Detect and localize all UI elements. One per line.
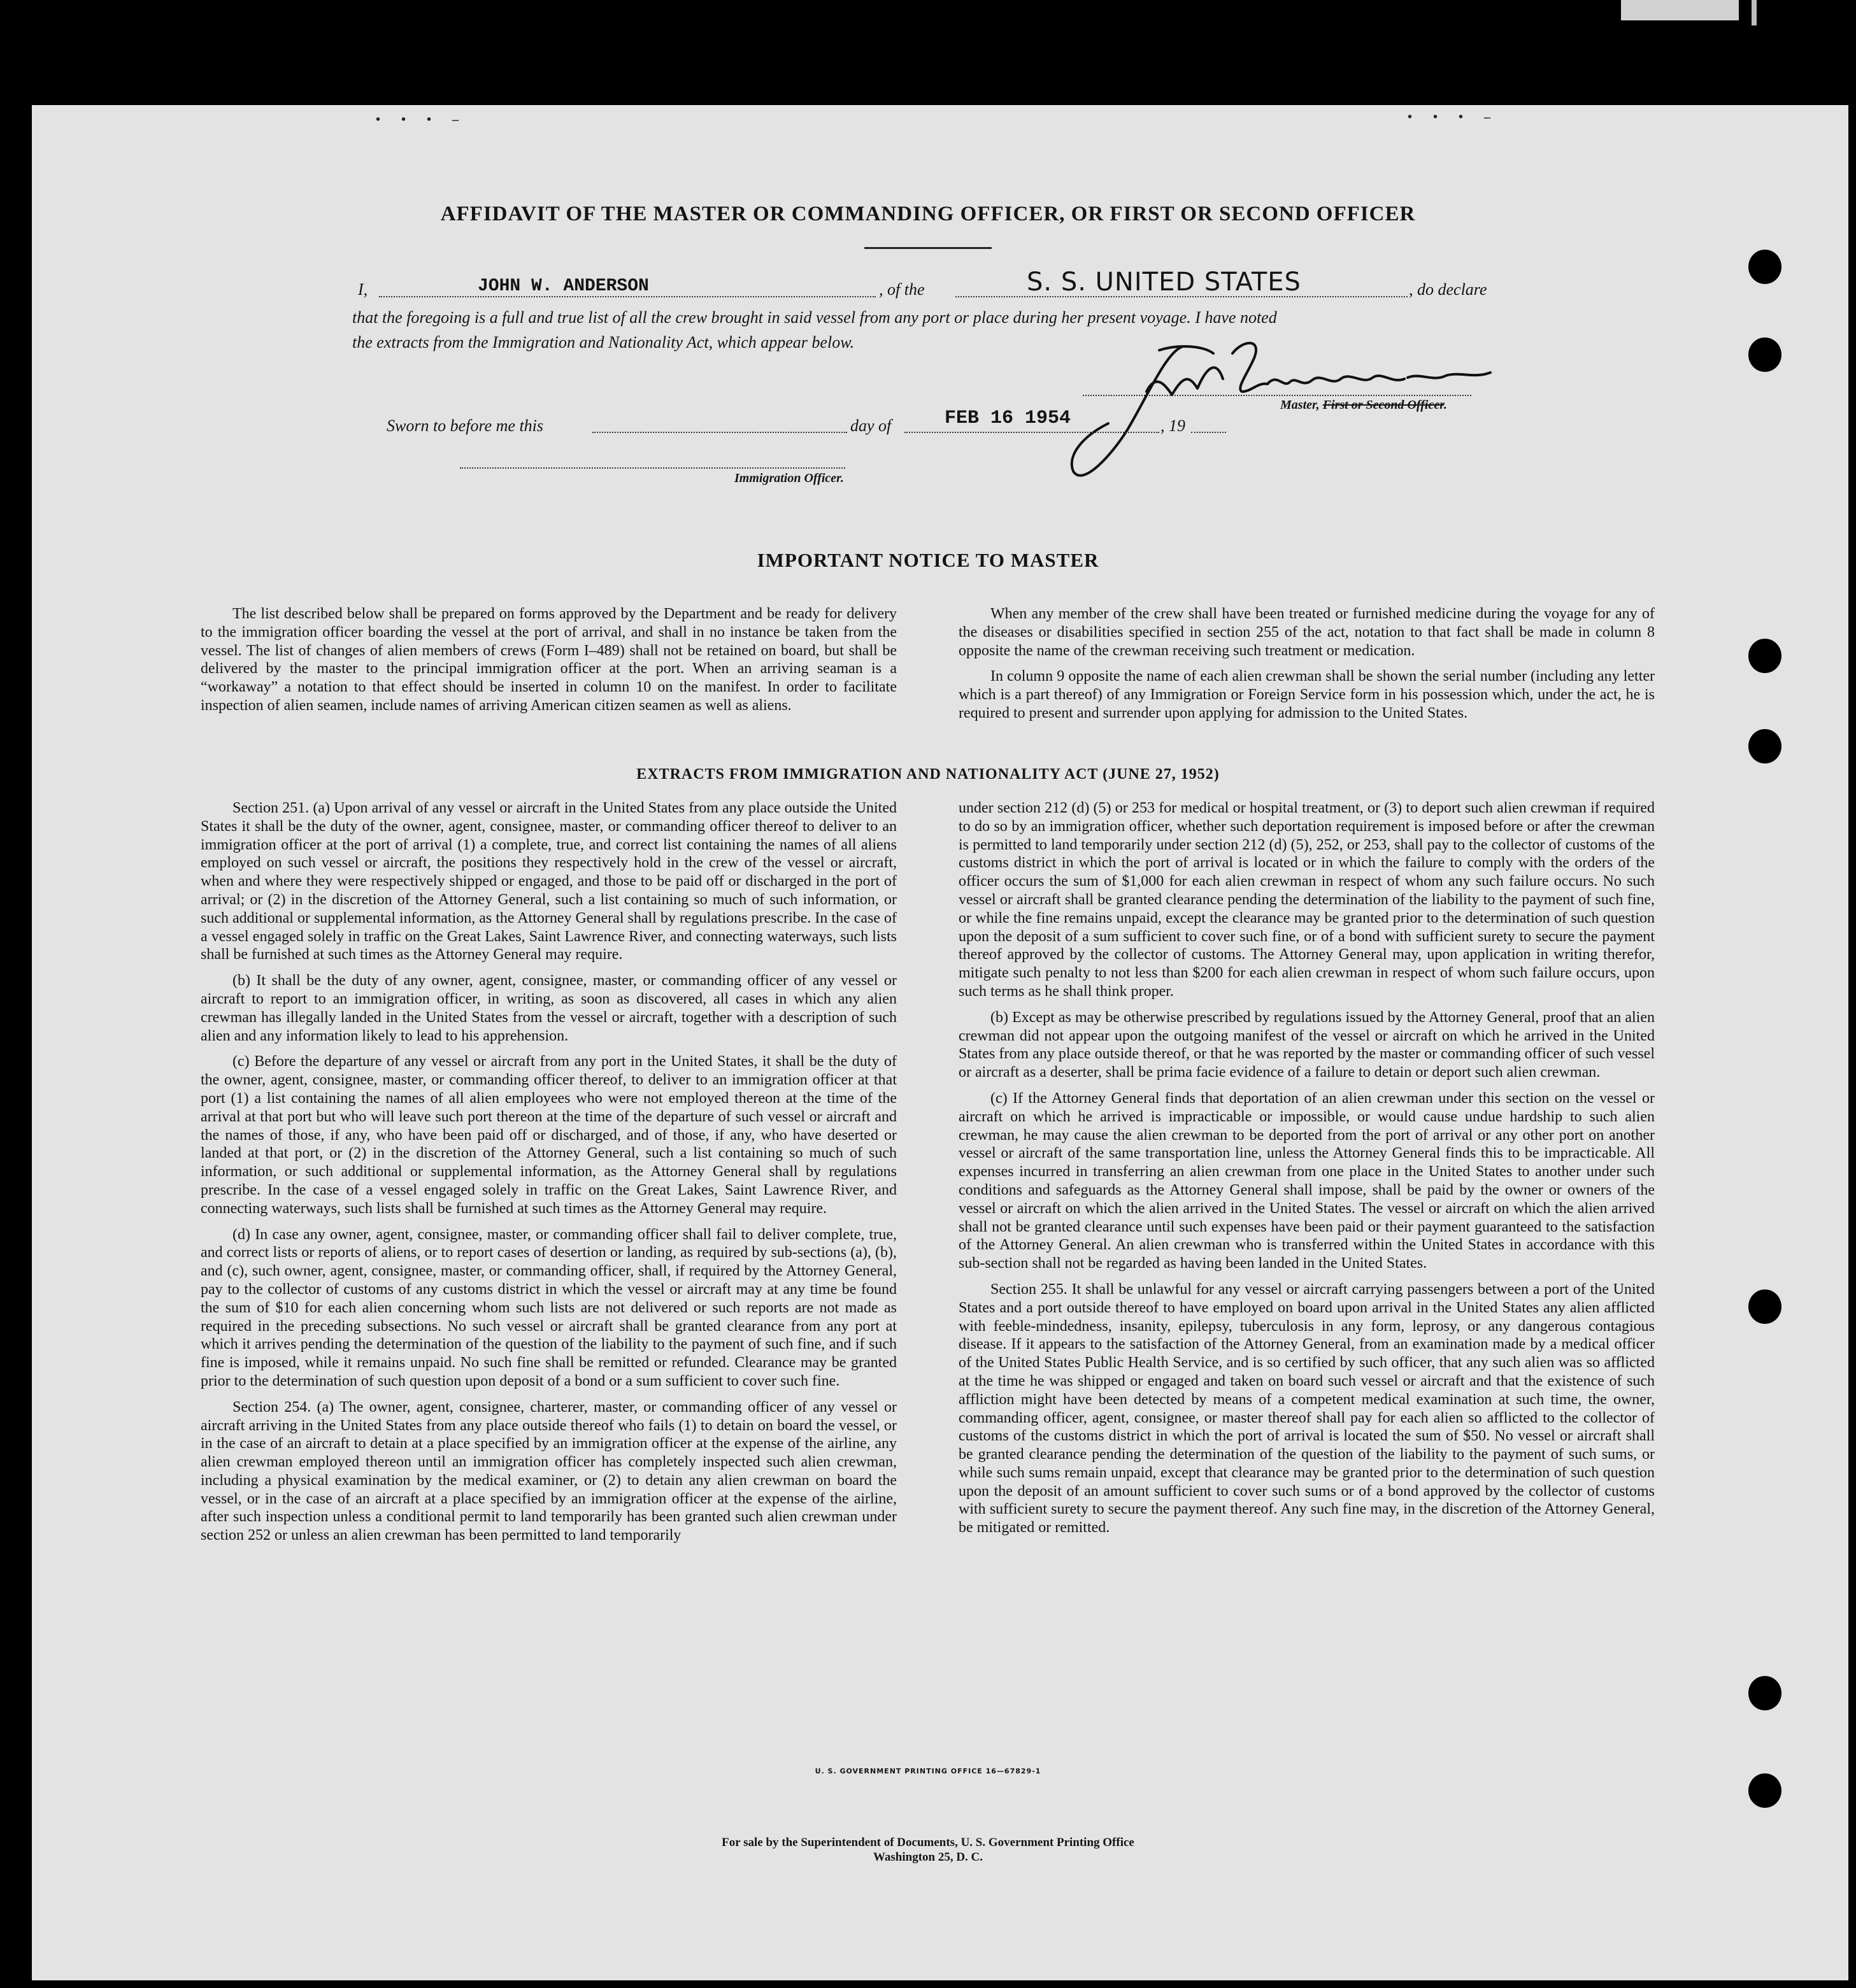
do-declare-label: , do declare [1409,280,1487,299]
year-line [1191,432,1226,433]
punch-hole [1748,337,1781,372]
section-paragraph: under section 212 (d) (5) or 253 for medical or hospital treatment, or (3) to deport such alien crewman if required to do so by an immigration officer, whether such deportation requirement is imposed before or after the crewman is permitted to land temporarily under section 212 (d) (5), 252, or 253, shall pay to the collector of customs of the customs district in which the port of arrival is located or in which the failure to comply with the orders of the officer occurs the sum of $1,000 for each alien crewman in respect of whom any such failure occurs. No such vessel or aircraft shall be granted clearance pending the determination of the liability to the payment of such fine, or while the fine remains unpaid, except the clearance may be granted prior to the determination of such question upon the deposit of a sum sufficient to cover such fine, or of a bond with sufficient surety to secure the payment thereof approved by the collector of customs. The Attorney General may, upon application in writing therefor, mitigate such penalty to not less than $200 for each alien crewman in respect of whom such failure occurs, upon such terms as he shall think proper. [959,800,1655,1000]
section-paragraph: (c) If the Attorney General finds that deportation of an alien crewman under this section on the vessel or aircraft on which he arrived is impracticable or impossible, or would cause undue hardship to such alien crewman, he may cause the alien crewman to be deported from the port of arrival or any other port on another vessel or aircraft of the same transportation line, unless the Attorney General finds this to be impracticable. All expenses incurred in transferring an alien crewman from one place in the United States to another under such conditions and safeguards as the Attorney General shall impose, shall be paid by the owner or owners of the vessel or aircraft on which the alien arrived in the United States. The vessel or aircraft on which the alien arrived shall not be granted clearance until such expenses have been paid or their payment guaranteed to the satisfaction of the Attorney General. An alien crewman who is transferred within the United States in accordance with this sub-section shall not be regarded as having been landed in the United States. [959,1090,1655,1272]
punch-hole [1748,639,1781,673]
i-label: I, [358,280,368,299]
extracts-right-column [959,799,1655,1545]
master-label-end: . [1443,398,1447,412]
notice-paragraph: The list described below shall be prepared on forms approved by the Department and be ready for delivery to the immigration officer boarding the vessel at the port of arrival, and shall in no instance be taken from the vessel. The list of changes of alien members of crews (Form I–489) shall not be retained on board, but shall be delivered by the master to the principal immigration officer at the port. When an arriving seaman is a “workaway” a notation to that effect should be inserted in column 10 on the manifest. In order to facilitate inspection of alien seamen, include names of arriving American citizen seamen as well as aliens. [201,606,897,714]
section-paragraph: Section 255. It shall be unlawful for any vessel or aircraft carrying passengers between a port of the United States and a port outside thereof to have employed on board upon arrival in the United States any alien afflicted with feeble-mindedness, insanity, epilepsy, tuberculosis in any form, leprosy, or any dangerous contagious disease. If it appears to the satisfaction of the Attorney General, from an examination made by a medical officer of the United States Public Health Service, and is so certified by such officer, that any such alien was so afflicted at the time he was shipped or engaged and taken on board such vessel or aircraft and that the existence of such affliction might have been detected by means of a competent medical examination at such time, the owner, commanding officer, agent, consignee, or master thereof shall pay for each alien so afflicted to the collector of customs of the customs district in which the port of arrival is located the sum of $50. No vessel or aircraft shall be granted clearance pending the determination of the question of the liability to the payment of such sums, or while such sums remain unpaid, except that clearance may be granted prior to the determination of such question upon the deposit of an amount sufficient to cover such sums or of a bond approved by the collector of customs with sufficient surety to secure the payment thereof. Any such fine may, in the discretion of the Attorney General, be mitigated or remitted. [959,1281,1655,1537]
scan-edge-strip [1621,0,1739,20]
scan-edge-tick [1752,0,1757,25]
immigration-officer-label: Immigration Officer. [734,471,844,485]
section-paragraph: (b) Except as may be otherwise prescribed by regulations issued by the Attorney General, proof that an alien crewman did not appear upon the outgoing manifest of the vessel or aircraft on which he arrived in the United States from any place outside thereof, or that he was reported by the master or commanding officer of such vessel or aircraft as a deserter, shall be prima facie evidence of a failure to detain or deport such alien crewman. [959,1009,1655,1081]
extracts-left-column [201,799,897,1552]
punch-hole [1748,1773,1781,1808]
first-officer-struck: First or Second Officer [1322,398,1444,412]
title-divider [864,247,992,249]
notice-title: IMPORTANT NOTICE TO MASTER [757,549,1099,571]
section-paragraph: (c) Before the departure of any vessel or aircraft from any port in the United States, it shall be the duty of the owner, agent, consignee, master, or commanding officer thereof, to deliver to an immigration officer at that port (1) a list containing the names of all alien employees who were not employed thereon at the time of the arrival at that port but who will leave such port thereon at the time of the departure of such vessel or aircraft and the names of those, if any, who have been paid off or discharged, and of those, if any, who have deserted or landed at that port, or (2) in the discretion of the Attorney General, such a list containing so much of such information, or such additional or supplemental information, as the Attorney General shall by regulations prescribe. In the case of a vessel engaged solely in traffic on the Great Lakes, Saint Lawrence River, and connecting waterways, such lists shall be furnished at such times as the Attorney General may require. [201,1053,897,1217]
notice-paragraph: When any member of the crew shall have been treated or furnished medicine during the voyage for any of the diseases or disabilities specified in section 255 of the act, notation to that fact shall be made in column 8 opposite the name of the crewman receiving such treatment or medication. [959,606,1655,659]
declarant-name: JOHN W. ANDERSON [478,276,649,296]
notice-right-column [959,605,1655,730]
punch-hole [1748,250,1781,284]
top-right-print-marks: • • • – [1408,110,1500,124]
punch-hole [1748,1289,1781,1324]
statement-line-2: the extracts from the Immigration and Nationality Act, which appear below. [352,333,855,351]
notice-left-column [201,605,897,723]
master-label: Master, [1280,398,1320,412]
printer-code: U. S. GOVERNMENT PRINTING OFFICE 16—67829-1 [815,1767,1041,1775]
extracts-title: EXTRACTS FROM IMMIGRATION AND NATIONALITY ACT (JUNE 27, 1952) [636,766,1220,783]
day-of-label: day of [850,416,892,435]
top-left-print-marks: • • • – [376,113,468,127]
section-paragraph: Section 251. (a) Upon arrival of any vessel or aircraft in the United States from any place outside the United States it shall be the duty of the owner, agent, consignee, master, or commanding officer thereof to deliver to an immigration officer at the port of arrival (1) a complete, true, and correct list containing the names of all aliens employed on such vessel or aircraft, the positions they respectively hold in the crew of the vessel or aircraft, when and where they were respectively shipped or engaged, and those to be paid off or discharged in the port of arrival; or (2) in the discretion of the Attorney General, such a list containing so much of such information, or such additional or supplemental information, as the Attorney General shall by regulations prescribe. In the case of a vessel engaged solely in traffic on the Great Lakes, Saint Lawrence River, and connecting waterways, such lists shall be furnished at such times as the Attorney General may require. [201,800,897,963]
section-paragraph: Section 254. (a) The owner, agent, consignee, charterer, master, or commanding officer of any vessel or aircraft arriving in the United States from any place outside thereof who fails (1) to detain on board the vessel, or in the case of an aircraft to detain at a place specified by an immigration officer at the expense of the airline, any alien crewman employed thereon until an immigration officer has completely inspected such alien crewman, including a physical examination by the medical examiner, or (2) to detain any alien crewman on board the vessel, or in the case of an aircraft at a place specified by an immigration officer at the expense of the airline, after such inspection unless a conditional permit to land temporarily has been granted such alien crewman under section 252 or unless an alien crewman has been permitted to land temporarily [201,1398,897,1544]
sworn-date-stamp: FEB 16 1954 [945,408,1071,429]
statement-line-1: that the foregoing is a full and true list of all the crew brought in said vessel from any port or place during her present voyage. I have noted [352,308,1277,327]
footer-line-1: For sale by the Superintendent of Documents, U. S. Government Printing Office [722,1836,1134,1849]
of-the-label: , of the [879,280,925,299]
sworn-month-line [904,432,1159,433]
name-line [379,296,876,297]
section-paragraph: (d) In case any owner, agent, consignee, master, or commanding officer shall fail to deliver complete, true, and correct lists or reports of aliens, or to report cases of desertion or landing, as required by sub-sections (a), (b), and (c), such owner, agent, consignee, master, or commanding officer, shall, if required by the Attorney General, pay to the collector of customs of any customs district in which the vessel or aircraft may at any time be found the sum of $10 for each alien concerning whom such lists are not delivered or such reports are not made as required in the preceding subsections. No such vessel or aircraft shall be granted clearance from any port at which it arrives pending the determination of the question of the liability to the payment of such fine, and if such fine is imposed, while it remains unpaid. No such fine shall be remitted or refunded. Clearance may be granted prior to the determination of such question upon deposit of a bond or a sum sufficient to cover such fine. [201,1226,897,1389]
notice-paragraph: In column 9 opposite the name of each alien crewman shall be shown the serial number (including any letter which is a part thereof) of any Immigration or Foreign Service form in his possession which, under the act, he is required to present and surrender upon applying for admission to the United States. [959,668,1655,721]
section-paragraph: (b) It shall be the duty of any owner, agent, consignee, master, or commanding officer of any vessel or aircraft to report to an immigration officer, in writing, as soon as discovered, all cases in which any alien crewman has illegally landed in the United States from the vessel or aircraft, together with a description of such alien and any information likely to lead to his apprehension. [201,972,897,1044]
immigration-officer-line [460,467,845,469]
vessel-name: S. S. UNITED STATES [1027,267,1301,297]
sworn-label: Sworn to before me this [387,416,544,435]
punch-hole [1748,729,1781,763]
master-title-label [1280,398,1447,413]
footer [0,1835,1856,1864]
sworn-day-line [592,432,847,433]
punch-hole [1748,1676,1781,1710]
affidavit-title: AFFIDAVIT OF THE MASTER OR COMMANDING OFFICER, OR FIRST OR SECOND OFFICER [440,202,1416,225]
year-label: , 19 [1160,416,1185,435]
footer-line-2: Washington 25, D. C. [873,1850,983,1864]
